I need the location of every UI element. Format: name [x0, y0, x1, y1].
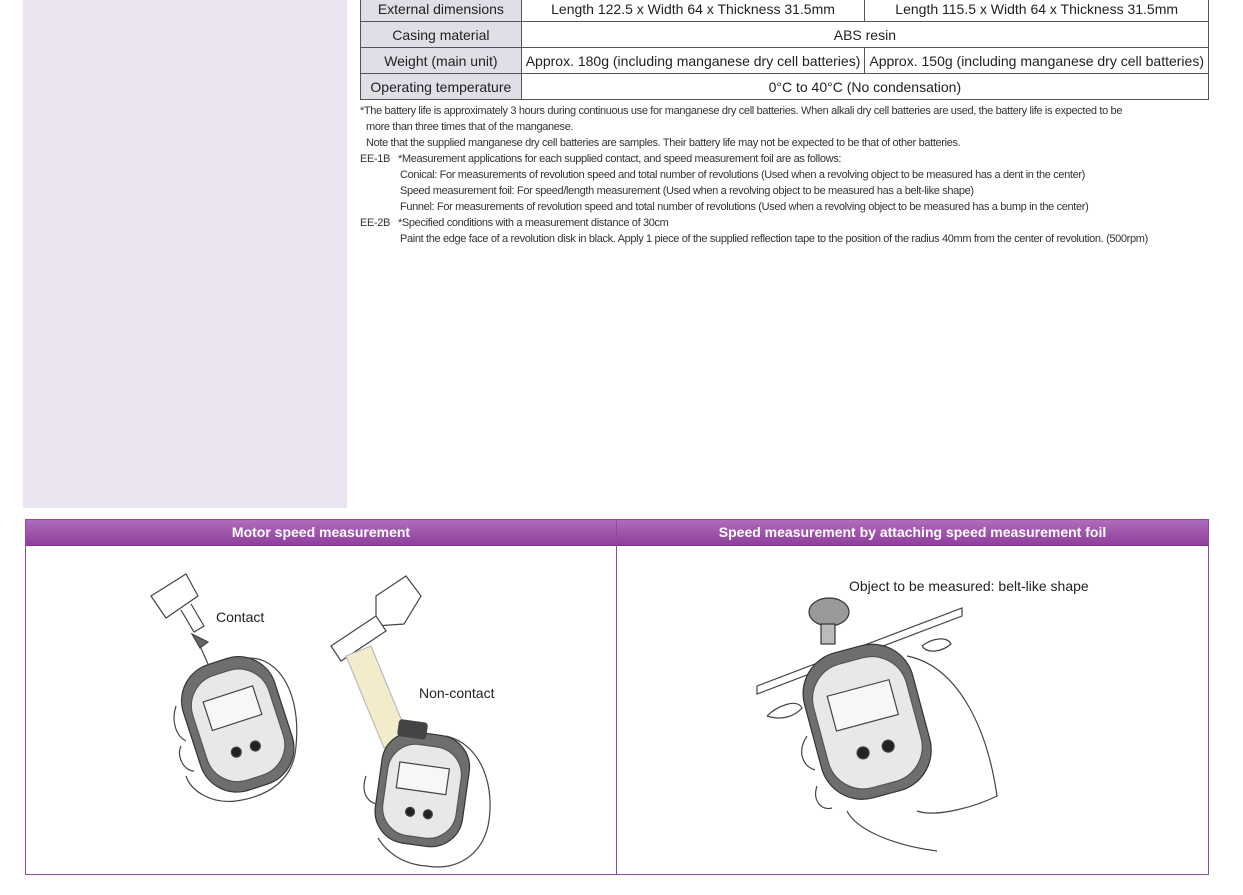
panel-title: Motor speed measurement	[26, 520, 616, 546]
object-label: Object to be measured: belt-like shape	[849, 578, 1089, 594]
note-line: Conical: For measurements of revolution speed and total number of revolutions (Used when a revolving object to be measured has a dent in the center)	[400, 169, 1085, 181]
model-tag: EE-2B	[360, 217, 391, 229]
table-cell: Approx. 150g (including manganese dry cell batteries)	[865, 48, 1209, 74]
table-cell: 0°C to 40°C (No condensation)	[521, 74, 1208, 100]
table-cell: ABS resin	[521, 22, 1208, 48]
illustration-panels	[25, 519, 1209, 875]
table-row	[361, 22, 1209, 48]
footnotes	[360, 103, 1220, 247]
table-cell: Length 122.5 x Width 64 x Thickness 31.5mm	[521, 0, 865, 22]
motor-speed-illustration	[26, 546, 616, 874]
note-line: Funnel: For measurements of revolution speed and total number of revolutions (Used when a revolving object to be measured has a bump in the center)	[400, 201, 1089, 213]
note-line: *The battery life is approximately 3 hours during continuous use for manganese dry cell batteries. When alkali dry cell batteries are used, the battery life is expected to be	[360, 105, 1123, 117]
note-line: more than three times that of the manganese.	[366, 121, 574, 133]
panel-title: Speed measurement by attaching speed measurement foil	[617, 520, 1208, 546]
note-line: Speed measurement foil: For speed/length measurement (Used when a revolving object to be measured has a belt-like shape)	[400, 185, 974, 197]
note-line: Paint the edge face of a revolution disk in black. Apply 1 piece of the supplied reflection tape to the position of the radius 40mm from the center of revolution. (500rpm)	[400, 233, 1148, 245]
table-row	[361, 48, 1209, 74]
row-label: Operating temperature	[361, 74, 522, 100]
panel-motor-speed	[26, 520, 617, 874]
table-row	[361, 0, 1209, 22]
panel-foil-measurement	[617, 520, 1208, 874]
non-contact-label: Non-contact	[419, 685, 495, 701]
row-label: Weight (main unit)	[361, 48, 522, 74]
contact-label: Contact	[216, 609, 265, 625]
model-tag: EE-1B	[360, 153, 391, 165]
note-line	[360, 215, 1220, 231]
note-text: *Measurement applications for each supplied contact, and speed measurement foil are as follows:	[398, 153, 842, 165]
table-row	[361, 74, 1209, 100]
note-line	[360, 151, 1220, 167]
table-cell: Length 115.5 x Width 64 x Thickness 31.5mm	[865, 0, 1209, 22]
table-cell: Approx. 180g (including manganese dry cell batteries)	[521, 48, 865, 74]
row-label: Casing material	[361, 22, 522, 48]
note-text: *Specified conditions with a measurement distance of 30cm	[398, 217, 669, 229]
spec-table	[360, 0, 1209, 100]
sidebar-panel	[23, 0, 347, 508]
row-label: External dimensions	[361, 0, 522, 22]
note-line: Note that the supplied manganese dry cell batteries are samples. Their battery life may not be expected to be that of other batteries.	[366, 137, 961, 149]
foil-measurement-illustration	[617, 546, 1207, 874]
